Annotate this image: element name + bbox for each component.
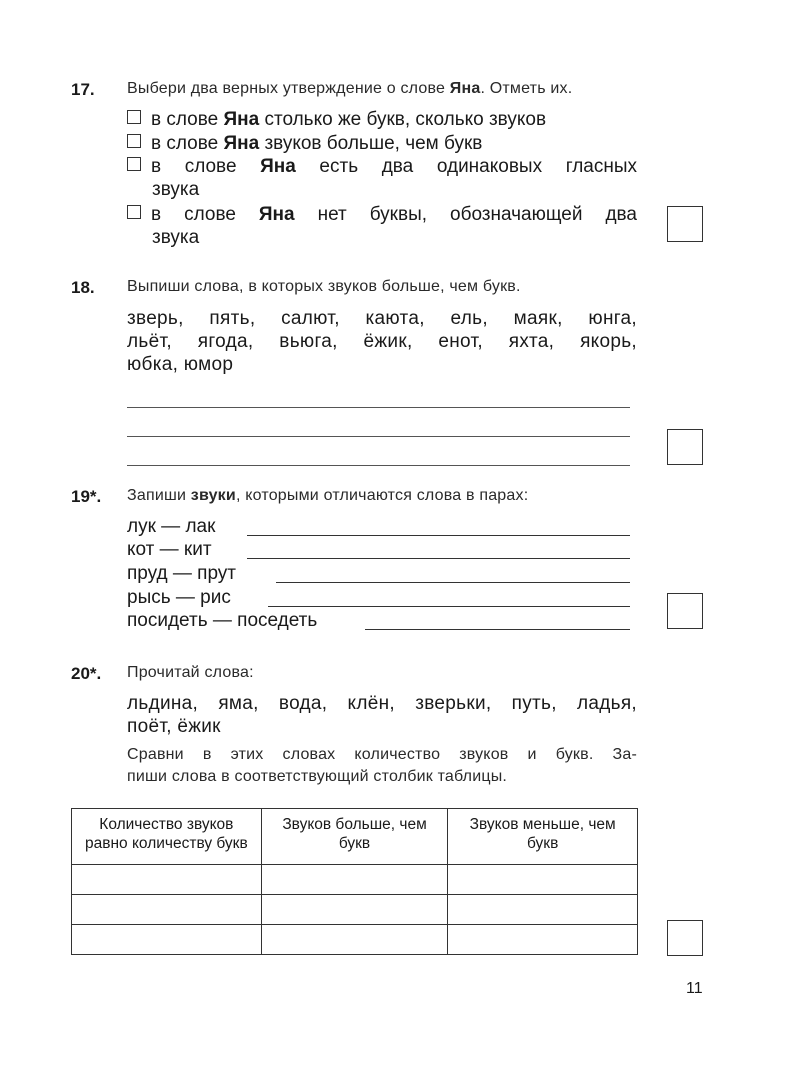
score-box-20 [667, 920, 703, 956]
task-17-option-4[interactable]: в слове Яна нет буквы, обозначающей два звука [127, 203, 637, 249]
task-17-instruction: Выбери два верных утверждение о слове Яна. Отметь их. [127, 80, 573, 97]
table-cell[interactable] [448, 895, 638, 925]
table-cell[interactable] [261, 865, 448, 895]
answer-table [71, 808, 638, 955]
task-19-pair: посидеть — поседеть [127, 610, 630, 632]
task-20-number: 20*. [71, 664, 102, 683]
table-cell[interactable] [448, 925, 638, 955]
table-cell[interactable] [72, 865, 262, 895]
task-20-words-line-1: льдина, яма, вода, клён, зверьки, путь, ладья, [127, 693, 637, 714]
checkbox[interactable] [127, 205, 141, 219]
score-box-19 [667, 593, 703, 629]
answer-line[interactable] [365, 629, 630, 630]
score-box-18 [667, 429, 703, 465]
answer-line[interactable] [276, 582, 630, 583]
task-19-instruction: Запиши звуки, которыми отличаются слова в парах: [127, 487, 529, 504]
answer-line[interactable] [247, 535, 630, 536]
task-18-words-line-1: зверь, пять, салют, каюта, ель, маяк, юнга, [127, 308, 637, 329]
checkbox[interactable] [127, 110, 141, 124]
task-18-number: 18. [71, 278, 95, 297]
task-19-pair: пруд — прут [127, 563, 630, 585]
checkbox[interactable] [127, 134, 141, 148]
task-17-option-3[interactable]: в слове Яна есть два одинаковых гласных звука [127, 155, 637, 201]
task-17-option-2[interactable]: в слове Яна звуков больше, чем букв [127, 132, 637, 155]
task-19-pair: рысь — рис [127, 587, 630, 609]
task-18-instruction: Выпиши слова, в которых звуков больше, чем букв. [127, 278, 521, 295]
table-cell[interactable] [72, 895, 262, 925]
table-row [72, 925, 638, 955]
task-20-instruction: Прочитай слова: [127, 664, 254, 681]
table-row [72, 895, 638, 925]
table-header-more: Звуков больше, чем букв [261, 809, 448, 865]
table-header-less: Звуков меньше, чем букв [448, 809, 638, 865]
task-19-number: 19*. [71, 487, 102, 506]
table-header-row [72, 809, 638, 865]
task-20-words-line-2: поёт, ёжик [127, 716, 221, 737]
table-header-equal: Количество звуков равно количеству букв [72, 809, 262, 865]
table-cell[interactable] [261, 925, 448, 955]
table-cell[interactable] [72, 925, 262, 955]
answer-line[interactable] [127, 407, 630, 408]
task-18-words-line-2: льёт, ягода, вьюга, ёжик, енот, яхта, якорь, [127, 331, 637, 352]
table-cell[interactable] [448, 865, 638, 895]
answer-line[interactable] [268, 606, 630, 607]
checkbox[interactable] [127, 157, 141, 171]
task-18-words-line-3: юбка, юмор [127, 354, 234, 375]
answer-line[interactable] [127, 436, 630, 437]
task-19-pair: кот — кит [127, 539, 630, 561]
answer-line[interactable] [127, 465, 630, 466]
task-20-compare-line-1: Сравни в этих словах количество звуков и букв. За- [127, 746, 637, 763]
task-20-compare-line-2: пиши слова в соответствующий столбик таблицы. [127, 768, 508, 785]
table-row [72, 865, 638, 895]
task-19-pair: лук — лак [127, 516, 630, 538]
page-number: 11 [686, 980, 703, 997]
answer-line[interactable] [247, 558, 630, 559]
score-box-17 [667, 206, 703, 242]
task-17-number: 17. [71, 80, 95, 99]
task-17-option-1[interactable]: в слове Яна столько же букв, сколько звуков [127, 108, 637, 131]
table-cell[interactable] [261, 895, 448, 925]
